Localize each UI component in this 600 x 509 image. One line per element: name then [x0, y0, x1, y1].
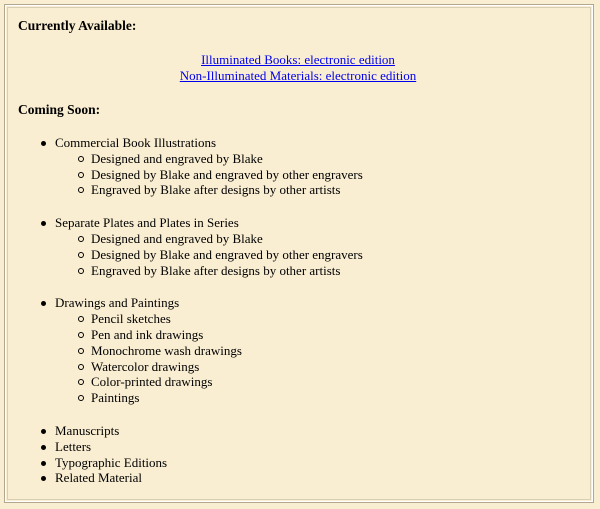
circle-bullet-icon	[78, 364, 84, 370]
sub-list-item	[77, 151, 578, 167]
sub-item-label: Engraved by Blake after designs by other artists	[91, 182, 341, 198]
circle-bullet-icon	[78, 172, 84, 178]
sub-item-label: Pen and ink drawings	[91, 326, 204, 342]
circle-bullet-icon	[78, 348, 84, 354]
sub-list-item	[77, 263, 578, 279]
sub-list-item	[77, 231, 578, 247]
sub-list-item	[77, 327, 578, 343]
coming-soon-list	[18, 135, 578, 486]
item-label: Typographic Editions	[55, 454, 168, 470]
sub-list	[55, 151, 578, 198]
item-label: Manuscripts	[55, 422, 120, 438]
sub-item-label: Designed and engraved by Blake	[91, 150, 263, 166]
sub-item-label: Pencil sketches	[91, 311, 171, 327]
bullet-icon	[41, 429, 46, 434]
circle-bullet-icon	[78, 236, 84, 242]
bullet-icon	[41, 476, 46, 481]
currently-available-heading: Currently Available:	[18, 18, 137, 33]
list-item-letters	[40, 439, 578, 455]
available-links	[18, 52, 578, 84]
sub-item-label: Designed by Blake and engraved by other engravers	[91, 166, 363, 182]
list-item-commercial-book-illustrations	[40, 135, 578, 198]
bullet-icon	[41, 445, 46, 450]
list-item-typographic-editions	[40, 455, 578, 471]
sub-list-item	[77, 343, 578, 359]
circle-bullet-icon	[78, 332, 84, 338]
sub-list-item	[77, 182, 578, 198]
circle-bullet-icon	[78, 187, 84, 193]
sub-item-label: Color-printed drawings	[91, 374, 213, 390]
circle-bullet-icon	[78, 252, 84, 258]
bullet-icon	[41, 461, 46, 466]
bullet-icon	[41, 141, 46, 146]
list-item-related-material	[40, 470, 578, 486]
sub-item-label: Paintings	[91, 390, 140, 406]
list-item-drawings-and-paintings	[40, 295, 578, 406]
sub-item-label: Monochrome wash drawings	[91, 342, 242, 358]
sub-item-label: Designed and engraved by Blake	[91, 230, 263, 246]
item-label: Letters	[55, 438, 92, 454]
coming-soon-heading: Coming Soon:	[18, 102, 101, 117]
sub-list	[55, 311, 578, 406]
bullet-icon	[41, 221, 46, 226]
circle-bullet-icon	[78, 379, 84, 385]
list-item-separate-plates	[40, 215, 578, 278]
bullet-icon	[41, 301, 46, 306]
sub-list-item	[77, 374, 578, 390]
illuminated-books-link[interactable]: Illuminated Books: electronic edition	[201, 52, 395, 67]
sub-list-item	[77, 167, 578, 183]
item-label: Related Material	[55, 470, 142, 486]
sub-item-label: Watercolor drawings	[91, 358, 200, 374]
circle-bullet-icon	[78, 395, 84, 401]
group-title: Separate Plates and Plates in Series	[55, 215, 239, 231]
sub-list-item	[77, 311, 578, 327]
sub-list-item	[77, 359, 578, 375]
circle-bullet-icon	[78, 156, 84, 162]
circle-bullet-icon	[78, 268, 84, 274]
sub-item-label: Designed by Blake and engraved by other engravers	[91, 246, 363, 262]
sub-list-item	[77, 247, 578, 263]
circle-bullet-icon	[78, 316, 84, 322]
sub-item-label: Engraved by Blake after designs by other artists	[91, 262, 341, 278]
list-item-manuscripts	[40, 423, 578, 439]
group-title: Drawings and Paintings	[55, 295, 180, 311]
sub-list-item	[77, 390, 578, 406]
group-title: Commercial Book Illustrations	[55, 135, 217, 150]
sub-list	[55, 231, 578, 278]
content-area	[18, 18, 578, 486]
non-illuminated-materials-link[interactable]: Non-Illuminated Materials: electronic edition	[179, 68, 417, 83]
